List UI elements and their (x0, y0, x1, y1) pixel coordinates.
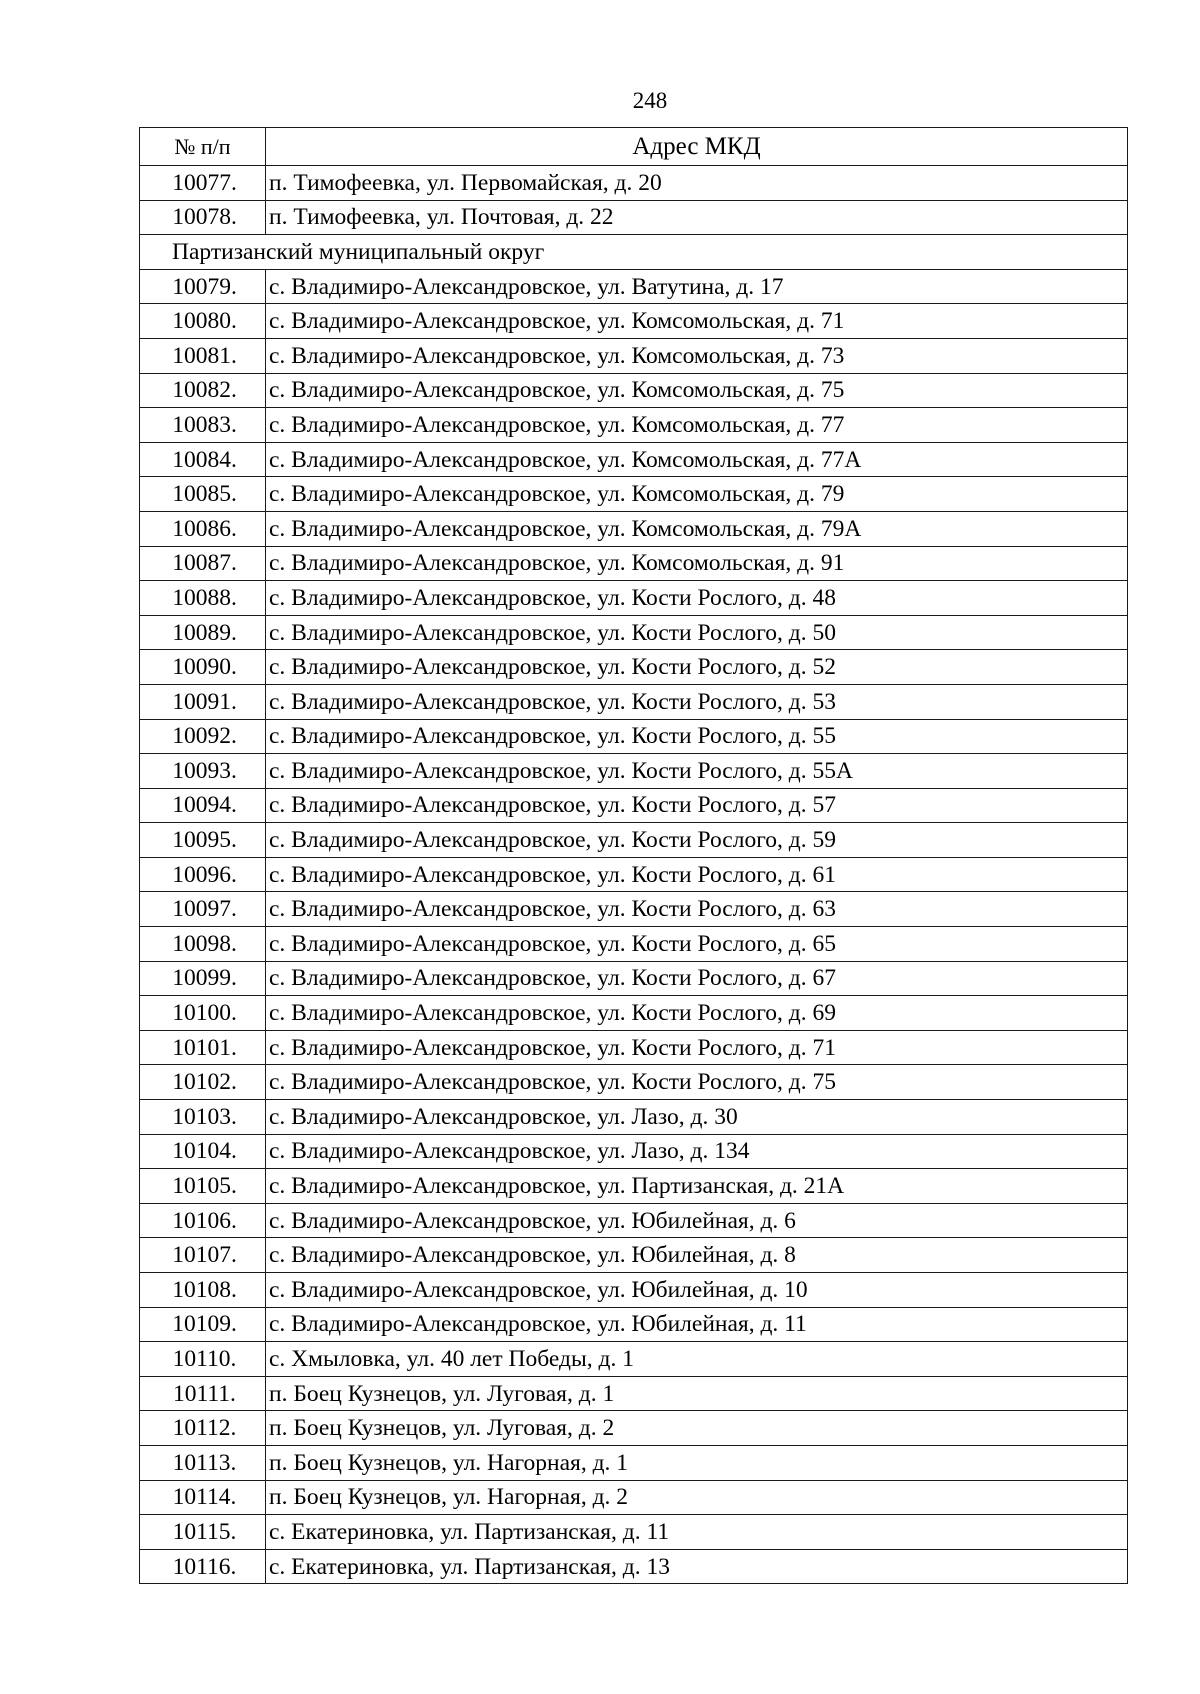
row-address: с. Владимиро-Александровское, ул. Комсомольская, д. 73 (266, 338, 1128, 373)
table-row (140, 166, 1128, 201)
table-row (140, 1273, 1128, 1308)
table-row (140, 511, 1128, 546)
table-row (140, 1411, 1128, 1446)
row-address: с. Екатериновка, ул. Партизанская, д. 11 (266, 1515, 1128, 1550)
row-number: 10078. (140, 200, 266, 235)
row-address: п. Боец Кузнецов, ул. Луговая, д. 2 (266, 1411, 1128, 1446)
row-number: 10116. (140, 1549, 266, 1584)
row-number: 10101. (140, 1030, 266, 1065)
row-address: с. Владимиро-Александровское, ул. Лазо, д. 30 (266, 1100, 1128, 1135)
row-number: 10082. (140, 373, 266, 408)
table-row (140, 1134, 1128, 1169)
row-address: п. Боец Кузнецов, ул. Нагорная, д. 2 (266, 1480, 1128, 1515)
table-row (140, 1100, 1128, 1135)
row-address: п. Тимофеевка, ул. Первомайская, д. 20 (266, 166, 1128, 201)
table-row (140, 1065, 1128, 1100)
table-row (140, 1203, 1128, 1238)
page-number: 248 (632, 88, 668, 113)
row-number: 10097. (140, 892, 266, 927)
row-address: с. Владимиро-Александровское, ул. Кости Рослого, д. 59 (266, 823, 1128, 858)
row-address: с. Владимиро-Александровское, ул. Кости Рослого, д. 61 (266, 857, 1128, 892)
table-row (140, 1238, 1128, 1273)
row-number: 10079. (140, 269, 266, 304)
number-column-header: № п/п (140, 128, 266, 166)
row-address: с. Владимиро-Александровское, ул. Лазо, д. 134 (266, 1134, 1128, 1169)
row-address: с. Владимиро-Александровское, ул. Кости Рослого, д. 53 (266, 684, 1128, 719)
row-number: 10104. (140, 1134, 266, 1169)
row-address: с. Владимиро-Александровское, ул. Кости Рослого, д. 65 (266, 927, 1128, 962)
row-number: 10092. (140, 719, 266, 754)
table-body (140, 128, 1128, 1584)
table-row (140, 892, 1128, 927)
row-address: с. Владимиро-Александровское, ул. Кости Рослого, д. 48 (266, 581, 1128, 616)
row-address: с. Владимиро-Александровское, ул. Комсомольская, д. 91 (266, 546, 1128, 581)
row-number: 10095. (140, 823, 266, 858)
row-number: 10105. (140, 1169, 266, 1204)
table-row (140, 961, 1128, 996)
table-row (140, 650, 1128, 685)
row-address: с. Владимиро-Александровское, ул. Кости Рослого, д. 75 (266, 1065, 1128, 1100)
table-row (140, 546, 1128, 581)
row-number: 10108. (140, 1273, 266, 1308)
table-row (140, 719, 1128, 754)
row-address: с. Владимиро-Александровское, ул. Ватутина, д. 17 (266, 269, 1128, 304)
row-number: 10098. (140, 927, 266, 962)
table-row (140, 996, 1128, 1031)
row-address: с. Владимиро-Александровское, ул. Кости Рослого, д. 55А (266, 754, 1128, 789)
table-row (140, 442, 1128, 477)
row-number: 10080. (140, 304, 266, 339)
row-number: 10110. (140, 1342, 266, 1377)
row-number: 10081. (140, 338, 266, 373)
table-row (140, 477, 1128, 512)
row-number: 10096. (140, 857, 266, 892)
row-number: 10115. (140, 1515, 266, 1550)
table-row (140, 200, 1128, 235)
row-address: с. Владимиро-Александровское, ул. Кости Рослого, д. 67 (266, 961, 1128, 996)
table-row (140, 408, 1128, 443)
row-number: 10086. (140, 511, 266, 546)
row-number: 10084. (140, 442, 266, 477)
row-number: 10112. (140, 1411, 266, 1446)
row-number: 10087. (140, 546, 266, 581)
table-row (140, 269, 1128, 304)
table-row (140, 1169, 1128, 1204)
row-number: 10103. (140, 1100, 266, 1135)
row-address: с. Владимиро-Александровское, ул. Кости Рослого, д. 69 (266, 996, 1128, 1031)
row-address: с. Владимиро-Александровское, ул. Юбилейная, д. 6 (266, 1203, 1128, 1238)
table-row (140, 684, 1128, 719)
row-number: 10107. (140, 1238, 266, 1273)
row-address: с. Владимиро-Александровское, ул. Кости Рослого, д. 57 (266, 788, 1128, 823)
table-row (140, 823, 1128, 858)
row-address: с. Владимиро-Александровское, ул. Юбилейная, д. 8 (266, 1238, 1128, 1273)
row-number: 10085. (140, 477, 266, 512)
table-row (140, 1376, 1128, 1411)
table-row (140, 1307, 1128, 1342)
row-address: с. Хмыловка, ул. 40 лет Победы, д. 1 (266, 1342, 1128, 1377)
row-number: 10106. (140, 1203, 266, 1238)
row-address: с. Владимиро-Александровское, ул. Комсомольская, д. 79А (266, 511, 1128, 546)
row-address: п. Боец Кузнецов, ул. Луговая, д. 1 (266, 1376, 1128, 1411)
row-number: 10093. (140, 754, 266, 789)
row-address: с. Владимиро-Александровское, ул. Комсомольская, д. 75 (266, 373, 1128, 408)
row-address: с. Владимиро-Александровское, ул. Кости Рослого, д. 52 (266, 650, 1128, 685)
row-address: с. Владимиро-Александровское, ул. Комсомольская, д. 77 (266, 408, 1128, 443)
table-row (140, 1030, 1128, 1065)
row-address: с. Владимиро-Александровское, ул. Кости Рослого, д. 55 (266, 719, 1128, 754)
row-number: 10088. (140, 581, 266, 616)
table-row (140, 788, 1128, 823)
table-row (140, 615, 1128, 650)
table-row (140, 304, 1128, 339)
row-number: 10083. (140, 408, 266, 443)
row-number: 10090. (140, 650, 266, 685)
row-address: с. Владимиро-Александровское, ул. Кости Рослого, д. 71 (266, 1030, 1128, 1065)
table-header-row (140, 128, 1128, 166)
row-address: с. Владимиро-Александровское, ул. Юбилейная, д. 11 (266, 1307, 1128, 1342)
table-row (140, 1549, 1128, 1584)
row-address: с. Владимиро-Александровское, ул. Комсомольская, д. 79 (266, 477, 1128, 512)
row-address: с. Владимиро-Александровское, ул. Юбилейная, д. 10 (266, 1273, 1128, 1308)
row-address: с. Владимиро-Александровское, ул. Кости Рослого, д. 63 (266, 892, 1128, 927)
row-number: 10109. (140, 1307, 266, 1342)
table-row (140, 754, 1128, 789)
row-number: 10114. (140, 1480, 266, 1515)
row-address: п. Боец Кузнецов, ул. Нагорная, д. 1 (266, 1445, 1128, 1480)
row-address: п. Тимофеевка, ул. Почтовая, д. 22 (266, 200, 1128, 235)
table-row (140, 338, 1128, 373)
table-row (140, 581, 1128, 616)
row-address: с. Владимиро-Александровское, ул. Комсомольская, д. 77А (266, 442, 1128, 477)
table-row (140, 1480, 1128, 1515)
row-address: с. Екатериновка, ул. Партизанская, д. 13 (266, 1549, 1128, 1584)
row-number: 10099. (140, 961, 266, 996)
row-number: 10094. (140, 788, 266, 823)
section-title: Партизанский муниципальный округ (140, 235, 1128, 270)
section-row (140, 235, 1128, 270)
row-address: с. Владимиро-Александровское, ул. Кости Рослого, д. 50 (266, 615, 1128, 650)
address-column-header: Адрес МКД (266, 128, 1128, 166)
table-row (140, 1342, 1128, 1377)
row-number: 10113. (140, 1445, 266, 1480)
row-number: 10089. (140, 615, 266, 650)
table-row (140, 927, 1128, 962)
table-row (140, 1445, 1128, 1480)
row-address: с. Владимиро-Александровское, ул. Партизанская, д. 21А (266, 1169, 1128, 1204)
table-row (140, 1515, 1128, 1550)
table-row (140, 373, 1128, 408)
row-number: 10100. (140, 996, 266, 1031)
row-number: 10077. (140, 166, 266, 201)
address-table (139, 127, 1128, 1584)
row-number: 10091. (140, 684, 266, 719)
table-row (140, 857, 1128, 892)
row-number: 10111. (140, 1376, 266, 1411)
row-number: 10102. (140, 1065, 266, 1100)
row-address: с. Владимиро-Александровское, ул. Комсомольская, д. 71 (266, 304, 1128, 339)
